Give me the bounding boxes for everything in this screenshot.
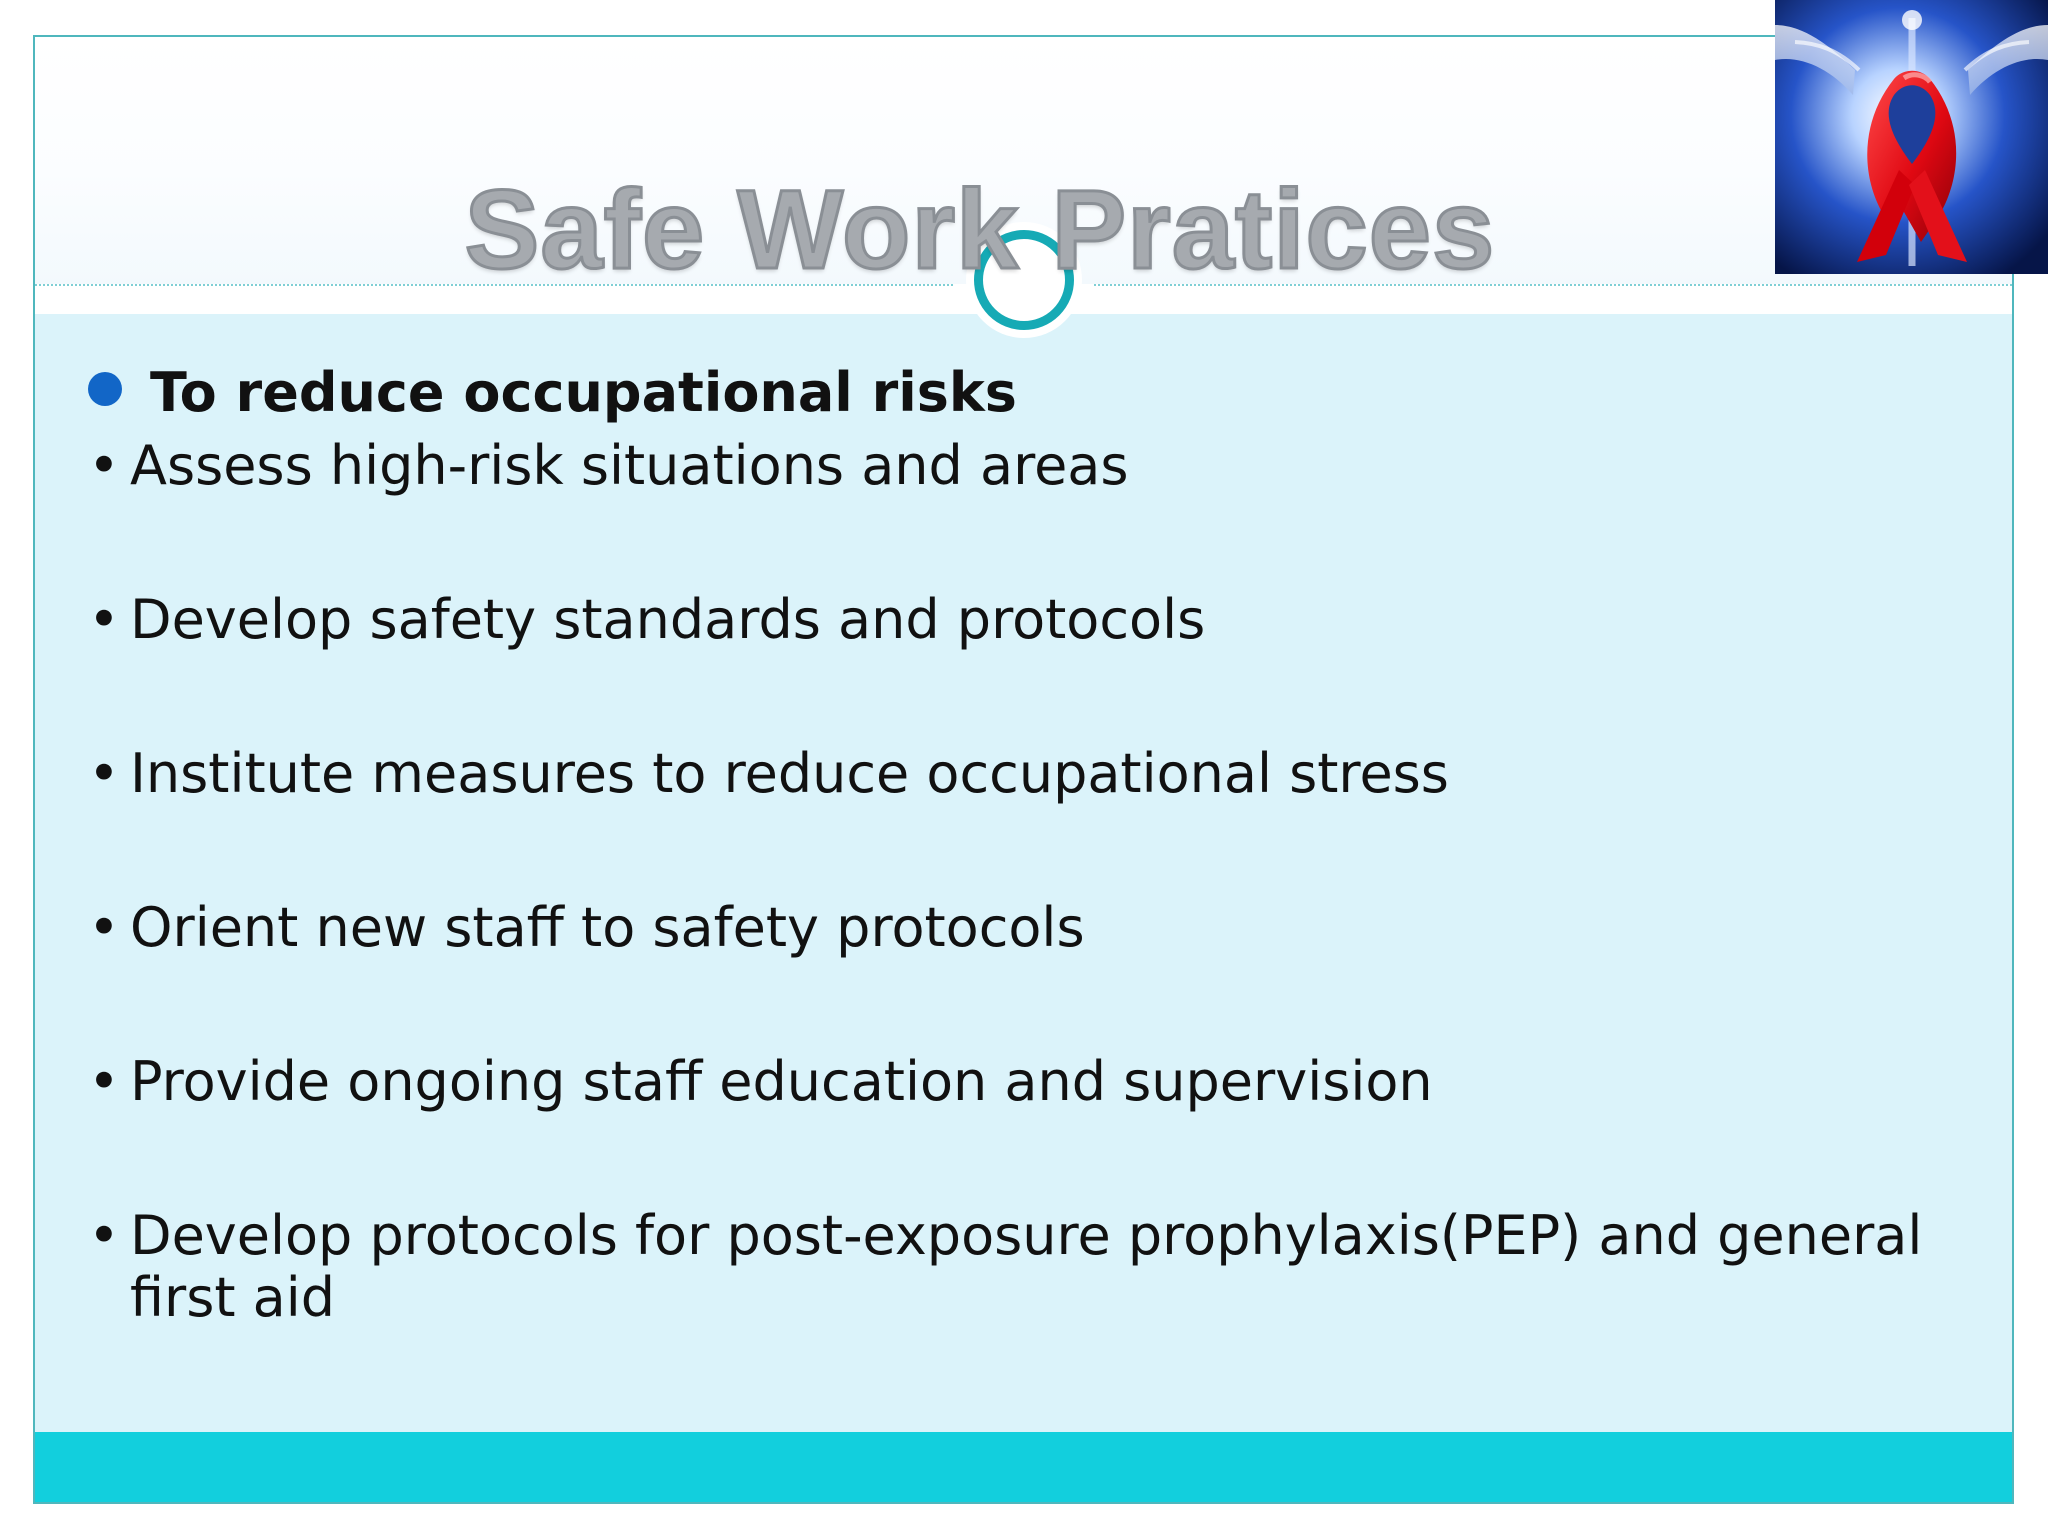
- slide-content: [88, 351, 1968, 1329]
- list-item: [88, 1205, 1968, 1329]
- bullet-dot-icon: •: [88, 588, 120, 651]
- list-item-text: Develop protocols for post-exposure prophylaxis(PEP) and general first aid: [130, 1204, 1923, 1329]
- list-item-text: Orient new staff to safety protocols: [130, 896, 1085, 959]
- list-item: [88, 1051, 1968, 1113]
- bullet-dot-icon: •: [88, 742, 120, 805]
- bullet-dot-icon: •: [88, 1050, 120, 1113]
- list-item: [88, 589, 1968, 651]
- list-item-text: Provide ongoing staff education and supervision: [130, 1050, 1433, 1113]
- bullet-dot-icon: •: [88, 434, 120, 497]
- main-point-text: To reduce occupational risks: [150, 361, 1017, 424]
- bullet-dot-icon: •: [88, 896, 120, 959]
- red-ribbon-caduceus-icon: [1775, 0, 2048, 274]
- list-item: [88, 897, 1968, 959]
- slide-title: Safe Work Pratices: [464, 167, 1496, 293]
- list-item: [88, 743, 1968, 805]
- main-bullet-icon: [88, 372, 122, 406]
- list-item-text: Assess high-risk situations and areas: [130, 434, 1129, 497]
- footer-bar: [35, 1432, 2012, 1502]
- list-item-text: Develop safety standards and protocols: [130, 588, 1206, 651]
- list-item-text: Institute measures to reduce occupational stress: [130, 742, 1449, 805]
- bullet-dot-icon: •: [88, 1204, 120, 1267]
- bullet-list: [88, 435, 1968, 1329]
- main-point: [88, 351, 1968, 435]
- list-item: [88, 435, 1968, 497]
